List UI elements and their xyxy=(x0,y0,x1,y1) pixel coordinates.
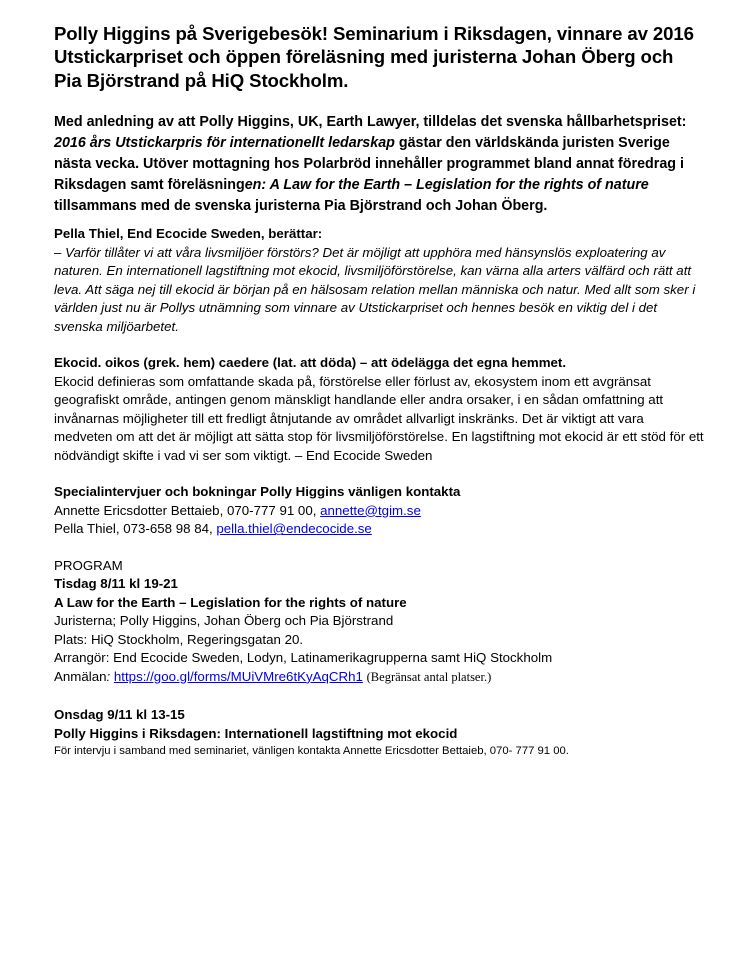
spacer xyxy=(54,465,704,483)
event1-speakers: Juristerna; Polly Higgins, Johan Öberg och Pia Björstrand xyxy=(54,613,394,629)
lead-text-1: Med anledning av att Polly Higgins, UK, Earth Lawyer, tilldelas det svenska hållbarhetspriset: xyxy=(54,114,687,131)
event1-date: Tisdag 8/11 kl 19-21 xyxy=(54,576,178,592)
ecocide-text: Ekocid definieras som omfattande skada på, förstörelse eller förlust av, ekosystem inom ett avgränsat geografiskt område, antingen genom mänskligt handlande eller andra orsaker, i en sådan omfattning att invånarnas möjligheter till ett fredligt åtnjutande av området allvarligt inskränks. Det är viktigt att vara medveten om att det är möjligt att sätta stop för livsmiljöförstörelse. En lagstiftning mot ekocid är ett stöd för ett nödvändigt skifte i vad vi ser som viktigt. – End Ecocide Sweden xyxy=(54,373,704,463)
signup-note: (Begränsat antal platser.) xyxy=(366,669,492,684)
contact-pella xyxy=(54,520,704,539)
event2-note: För intervju i samband med seminariet, vänligen kontakta Annette Ericsdotter Bettaieb, 070- 777 91 00. xyxy=(54,745,569,758)
lead-award: 2016 års Utstickarpris för internationellt ledarskap xyxy=(54,135,395,152)
spacer xyxy=(54,336,704,354)
lead-paragraph xyxy=(54,112,704,217)
ecocide-heading: Ekocid. oikos (grek. hem) caedere (lat. att döda) – att ödelägga det egna hemmet. xyxy=(54,355,567,371)
contact-annette xyxy=(54,502,704,521)
signup-label: Anmälan xyxy=(54,668,107,684)
event1-title: A Law for the Earth – Legislation for the rights of nature xyxy=(54,594,407,610)
spacer xyxy=(54,539,704,557)
event2-title: Polly Higgins i Riksdagen: Internationell lagstiftning mot ekocid xyxy=(54,725,458,741)
lead-lecture: en: A Law for the Earth – Legislation for the rights of nature xyxy=(244,177,649,194)
signup-form-link[interactable]: https://goo.gl/forms/MUiVMre6tKyAqCRh1 xyxy=(113,668,363,684)
program-label: PROGRAM xyxy=(54,557,123,573)
event1-organizer: Arrangör: End Ecocide Sweden, Lodyn, Latinamerikagrupperna samt HiQ Stockholm xyxy=(54,650,553,666)
contact-annette-email-link[interactable]: annette@tgim.se xyxy=(320,502,421,518)
signup-colon: : xyxy=(106,668,111,684)
lead-text-2: gästar den världskända juristen Sverige nästa vecka. Utöver mottagning hos Polarbröd innehåller programmet bland annat föredrag i Riksdagen samt föreläsning xyxy=(54,135,684,194)
page-title: Polly Higgins på Sverigebesök! Seminarium i Riksdagen, vinnare av 2016 Utstickarpriset och öppen föreläsning med juristerna Johan Öberg och Pia Björstrand på HiQ Stockholm. xyxy=(54,23,694,91)
document-page xyxy=(54,22,704,759)
event1-signup xyxy=(54,668,704,687)
quote-text: – Varför tillåter vi att våra livsmiljöer förstörs? Det är möjligt att upphöra med hänsynslös exploatering av naturen. En internationell lagstiftning mot ekocid, livsmiljöförstörelse, kan värna alla arters välfärd och rätt att leva. Att säga nej till ekocid är början på en hälsosam relation mellan människa och natur. Med allt som sker i världen just nu är Pollys utnämning som vinnare av Utstickarpriset och hennes besök en viktig del i det svenska miljöarbetet. xyxy=(54,244,696,334)
contact-pella-text: Pella Thiel, 073-658 98 84, xyxy=(54,521,217,537)
contact-annette-text: Annette Ericsdotter Bettaieb, 070-777 91 00, xyxy=(54,502,321,518)
contact-pella-email-link[interactable]: pella.thiel@endecocide.se xyxy=(216,521,372,537)
lead-text-3: tillsammans med de svenska juristerna Pia Björstrand och Johan Öberg. xyxy=(54,198,548,215)
contacts-heading: Specialintervjuer och bokningar Polly Higgins vänligen kontakta xyxy=(54,484,461,500)
event2-date: Onsdag 9/11 kl 13-15 xyxy=(54,707,185,723)
spacer xyxy=(54,686,704,706)
quote-heading: Pella Thiel, End Ecocide Sweden, berättar: xyxy=(54,226,323,242)
event1-place: Plats: HiQ Stockholm, Regeringsgatan 20. xyxy=(54,631,304,647)
